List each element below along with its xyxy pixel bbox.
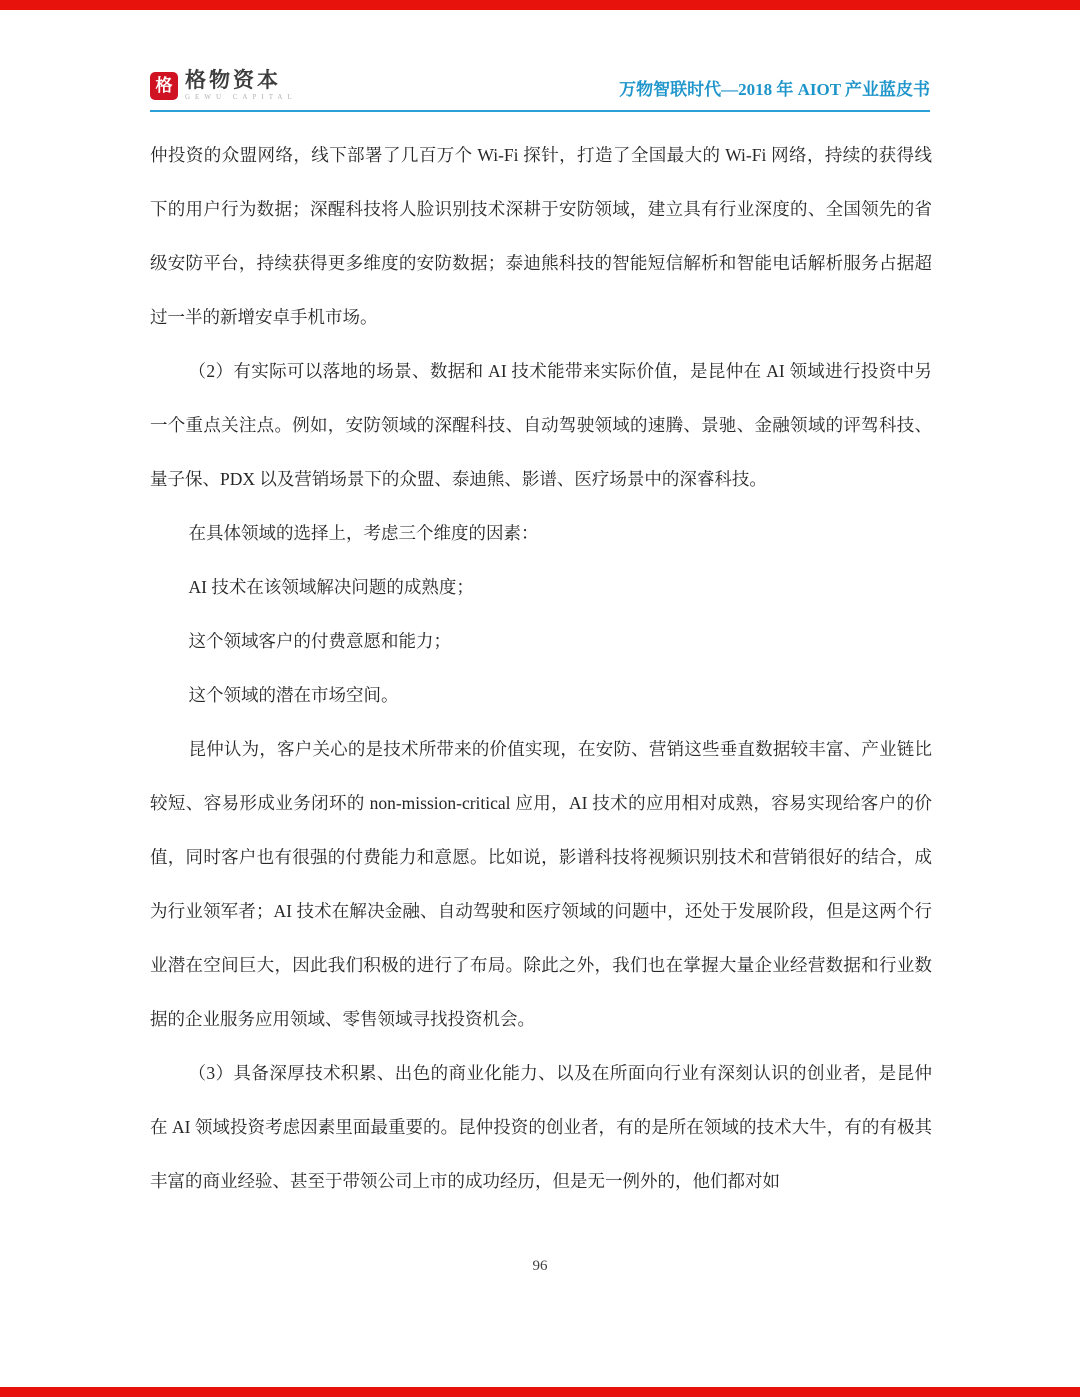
bottom-accent-bar bbox=[0, 1387, 1080, 1397]
paragraph-continuation: 仲投资的众盟网络，线下部署了几百万个 Wi-Fi 探针，打造了全国最大的 Wi-Fi 网络，持续的获得线下的用户行为数据；深醒科技将人脸识别技术深耕于安防领域，建立具有行业深度的、全国领先的省级安防平台，持续获得更多维度的安防数据；泰迪熊科技的智能短信解析和智能电话解析服务占据超过一半的新增安卓手机市场。 bbox=[150, 145, 932, 327]
page-header bbox=[150, 62, 930, 112]
paragraph-dimension-1: AI 技术在该领域解决问题的成熟度； bbox=[188, 577, 474, 597]
company-logo bbox=[150, 69, 297, 102]
paragraph-dimension-3: 这个领域的潜在市场空间。 bbox=[188, 685, 399, 705]
top-accent-bar bbox=[0, 0, 1080, 10]
paragraph-analysis: 昆仲认为，客户关心的是技术所带来的价值实现，在安防、营销这些垂直数据较丰富、产业链比较短、容易形成业务闭环的 non-mission-critical 应用，AI 技术的应用相对成熟，容易实现给客户的价值，同时客户也有很强的付费能力和意愿。比如说，影谱科技将视频识别技术和营销很好的结合，成为行业领军者；AI 技术在解决金融、自动驾驶和医疗领域的问题中，还处于发展阶段，但是这两个行业潜在空间巨大，因此我们积极的进行了布局。除此之外，我们也在掌握大量企业经营数据和行业数据的企业服务应用领域、零售领域寻找投资机会。 bbox=[150, 739, 932, 1029]
paragraph-dimension-2: 这个领域客户的付费意愿和能力； bbox=[188, 631, 451, 651]
document-body bbox=[150, 128, 932, 1208]
logo-text: 格物资本 bbox=[185, 68, 281, 93]
paragraph-point-2: （2）有实际可以落地的场景、数据和 AI 技术能带来实际价值，是昆仲在 AI 领域进行投资中另一个重点关注点。例如，安防领域的深醒科技、自动驾驶领域的速腾、景驰、金融领域的评驾科技、量子保、PDX 以及营销场景下的众盟、泰迪熊、影谱、医疗场景中的深睿科技。 bbox=[150, 361, 932, 489]
paragraph-point-3: （3）具备深厚技术积累、出色的商业化能力、以及在所面向行业有深刻认识的创业者，是昆仲在 AI 领域投资考虑因素里面最重要的。昆仲投资的创业者，有的是所在领域的技术大牛，有的有极其丰富的商业经验、甚至于带领公司上市的成功经历，但是无一例外的，他们都对如 bbox=[150, 1063, 932, 1191]
document-header-title: 万物智联时代—2018 年 AIOT 产业蓝皮书 bbox=[619, 80, 930, 99]
logo-text-group bbox=[185, 69, 297, 102]
logo-seal-icon: 格 bbox=[150, 72, 178, 100]
page-number: 96 bbox=[532, 1258, 548, 1274]
paragraph-dimensions-intro: 在具体领域的选择上，考虑三个维度的因素： bbox=[188, 523, 539, 543]
logo-subtext: GEWU CAPITAL bbox=[185, 93, 297, 102]
